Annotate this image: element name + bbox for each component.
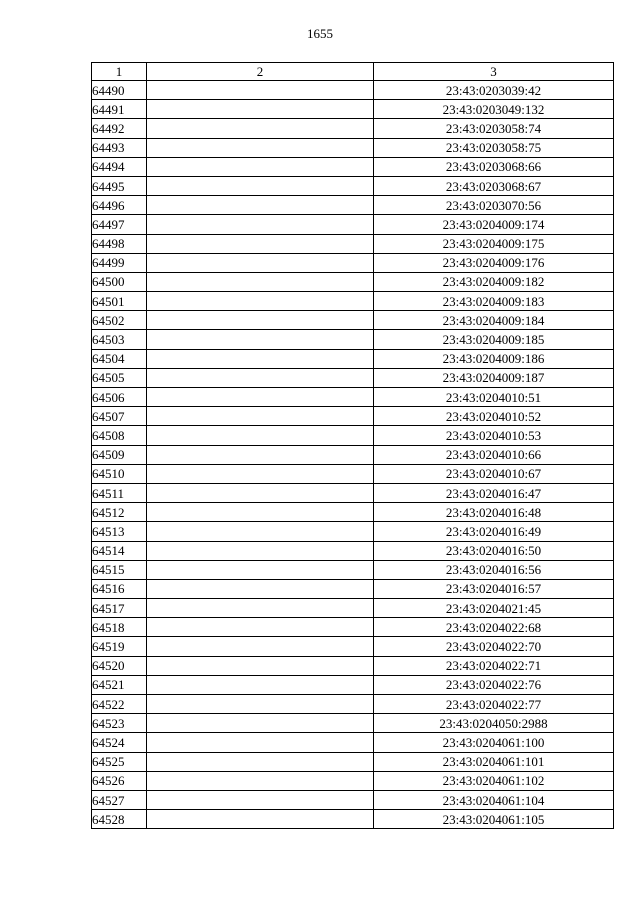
table-row bbox=[92, 541, 614, 560]
cadastral-number-cell: 23:43:0203058:74 bbox=[374, 119, 614, 138]
row-name-cell bbox=[147, 253, 374, 272]
cadastral-number-cell: 23:43:0204050:2988 bbox=[374, 714, 614, 733]
row-number-cell: 64523 bbox=[92, 714, 147, 733]
row-name-cell bbox=[147, 714, 374, 733]
row-name-cell bbox=[147, 733, 374, 752]
row-name-cell bbox=[147, 810, 374, 829]
row-name-cell bbox=[147, 215, 374, 234]
cadastral-number-cell: 23:43:0204010:51 bbox=[374, 388, 614, 407]
table-row bbox=[92, 714, 614, 733]
cadastral-number-cell: 23:43:0203068:66 bbox=[374, 157, 614, 176]
cadastral-number-cell: 23:43:0204016:47 bbox=[374, 483, 614, 502]
cadastral-number-cell: 23:43:0204009:175 bbox=[374, 234, 614, 253]
row-name-cell bbox=[147, 618, 374, 637]
row-number-cell: 64496 bbox=[92, 196, 147, 215]
cadastral-number-cell: 23:43:0203039:42 bbox=[374, 81, 614, 100]
table-row bbox=[92, 157, 614, 176]
row-name-cell bbox=[147, 81, 374, 100]
row-number-cell: 64519 bbox=[92, 637, 147, 656]
cadastral-number-cell: 23:43:0204009:186 bbox=[374, 349, 614, 368]
table-row bbox=[92, 752, 614, 771]
cadastral-number-cell: 23:43:0204009:176 bbox=[374, 253, 614, 272]
row-number-cell: 64503 bbox=[92, 330, 147, 349]
cadastral-number-cell: 23:43:0204009:187 bbox=[374, 368, 614, 387]
table-row bbox=[92, 733, 614, 752]
table-row bbox=[92, 138, 614, 157]
row-number-cell: 64524 bbox=[92, 733, 147, 752]
cadastral-number-cell: 23:43:0204016:56 bbox=[374, 560, 614, 579]
row-number-cell: 64528 bbox=[92, 810, 147, 829]
row-name-cell bbox=[147, 637, 374, 656]
table-row bbox=[92, 407, 614, 426]
row-name-cell bbox=[147, 771, 374, 790]
cadastral-number-cell: 23:43:0204022:71 bbox=[374, 656, 614, 675]
row-number-cell: 64500 bbox=[92, 272, 147, 291]
cadastral-number-cell: 23:43:0204010:66 bbox=[374, 445, 614, 464]
row-number-cell: 64513 bbox=[92, 522, 147, 541]
row-number-cell: 64504 bbox=[92, 349, 147, 368]
cadastral-number-cell: 23:43:0204022:68 bbox=[374, 618, 614, 637]
row-name-cell bbox=[147, 272, 374, 291]
row-number-cell: 64521 bbox=[92, 675, 147, 694]
table-row bbox=[92, 810, 614, 829]
table-row bbox=[92, 695, 614, 714]
table-row bbox=[92, 656, 614, 675]
row-number-cell: 64509 bbox=[92, 445, 147, 464]
table-row bbox=[92, 292, 614, 311]
row-number-cell: 64514 bbox=[92, 541, 147, 560]
cadastral-number-cell: 23:43:0203049:132 bbox=[374, 100, 614, 119]
cadastral-number-cell: 23:43:0204021:45 bbox=[374, 599, 614, 618]
row-number-cell: 64526 bbox=[92, 771, 147, 790]
table-row bbox=[92, 349, 614, 368]
table-row bbox=[92, 100, 614, 119]
row-name-cell bbox=[147, 445, 374, 464]
table-row bbox=[92, 196, 614, 215]
row-number-cell: 64506 bbox=[92, 388, 147, 407]
table-row bbox=[92, 311, 614, 330]
cadastral-number-cell: 23:43:0204061:104 bbox=[374, 790, 614, 809]
cadastral-number-cell: 23:43:0204009:174 bbox=[374, 215, 614, 234]
cadastral-number-cell: 23:43:0203070:56 bbox=[374, 196, 614, 215]
table-row bbox=[92, 388, 614, 407]
table-header-row bbox=[92, 63, 614, 81]
row-name-cell bbox=[147, 426, 374, 445]
row-name-cell bbox=[147, 560, 374, 579]
table-row bbox=[92, 445, 614, 464]
cadastral-number-cell: 23:43:0204009:184 bbox=[374, 311, 614, 330]
row-name-cell bbox=[147, 790, 374, 809]
row-name-cell bbox=[147, 100, 374, 119]
cadastral-number-cell: 23:43:0204016:50 bbox=[374, 541, 614, 560]
row-name-cell bbox=[147, 541, 374, 560]
row-name-cell bbox=[147, 752, 374, 771]
row-number-cell: 64512 bbox=[92, 503, 147, 522]
row-name-cell bbox=[147, 330, 374, 349]
row-number-cell: 64497 bbox=[92, 215, 147, 234]
table-row bbox=[92, 81, 614, 100]
table-row bbox=[92, 675, 614, 694]
cadastral-number-cell: 23:43:0204009:182 bbox=[374, 272, 614, 291]
table-row bbox=[92, 330, 614, 349]
row-number-cell: 64493 bbox=[92, 138, 147, 157]
row-number-cell: 64501 bbox=[92, 292, 147, 311]
table-row bbox=[92, 503, 614, 522]
row-name-cell bbox=[147, 196, 374, 215]
cadastral-number-cell: 23:43:0204016:48 bbox=[374, 503, 614, 522]
table-row bbox=[92, 771, 614, 790]
table-row bbox=[92, 464, 614, 483]
row-name-cell bbox=[147, 579, 374, 598]
cadastral-number-cell: 23:43:0204061:100 bbox=[374, 733, 614, 752]
row-name-cell bbox=[147, 599, 374, 618]
row-name-cell bbox=[147, 522, 374, 541]
row-number-cell: 64527 bbox=[92, 790, 147, 809]
table-row bbox=[92, 272, 614, 291]
row-number-cell: 64495 bbox=[92, 176, 147, 195]
page-number: 1655 bbox=[307, 26, 333, 41]
row-number-cell: 64516 bbox=[92, 579, 147, 598]
table-body bbox=[92, 81, 614, 829]
cadastral-number-cell: 23:43:0204016:57 bbox=[374, 579, 614, 598]
table-row bbox=[92, 790, 614, 809]
row-name-cell bbox=[147, 311, 374, 330]
row-name-cell bbox=[147, 483, 374, 502]
row-name-cell bbox=[147, 234, 374, 253]
row-number-cell: 64522 bbox=[92, 695, 147, 714]
table-row bbox=[92, 426, 614, 445]
row-number-cell: 64505 bbox=[92, 368, 147, 387]
table-row bbox=[92, 234, 614, 253]
cadastral-number-cell: 23:43:0204009:185 bbox=[374, 330, 614, 349]
row-name-cell bbox=[147, 675, 374, 694]
row-name-cell bbox=[147, 157, 374, 176]
row-number-cell: 64520 bbox=[92, 656, 147, 675]
cadastral-number-cell: 23:43:0204010:53 bbox=[374, 426, 614, 445]
row-name-cell bbox=[147, 349, 374, 368]
cadastral-number-cell: 23:43:0204022:77 bbox=[374, 695, 614, 714]
cadastral-number-cell: 23:43:0204010:52 bbox=[374, 407, 614, 426]
cadastral-number-cell: 23:43:0204061:102 bbox=[374, 771, 614, 790]
row-number-cell: 64494 bbox=[92, 157, 147, 176]
table-row bbox=[92, 119, 614, 138]
table-row bbox=[92, 176, 614, 195]
cadastral-number-cell: 23:43:0204016:49 bbox=[374, 522, 614, 541]
table-row bbox=[92, 522, 614, 541]
cadastral-number-cell: 23:43:0204010:67 bbox=[374, 464, 614, 483]
row-name-cell bbox=[147, 503, 374, 522]
row-name-cell bbox=[147, 656, 374, 675]
cadastral-number-cell: 23:43:0204022:76 bbox=[374, 675, 614, 694]
cadastral-number-cell: 23:43:0204009:183 bbox=[374, 292, 614, 311]
row-number-cell: 64507 bbox=[92, 407, 147, 426]
column-header-1: 1 bbox=[92, 63, 147, 81]
row-number-cell: 64510 bbox=[92, 464, 147, 483]
row-number-cell: 64498 bbox=[92, 234, 147, 253]
table-row bbox=[92, 599, 614, 618]
row-name-cell bbox=[147, 695, 374, 714]
row-number-cell: 64517 bbox=[92, 599, 147, 618]
table-row bbox=[92, 579, 614, 598]
row-name-cell bbox=[147, 407, 374, 426]
row-number-cell: 64518 bbox=[92, 618, 147, 637]
table-row bbox=[92, 618, 614, 637]
row-number-cell: 64525 bbox=[92, 752, 147, 771]
row-number-cell: 64515 bbox=[92, 560, 147, 579]
row-name-cell bbox=[147, 176, 374, 195]
row-name-cell bbox=[147, 119, 374, 138]
column-header-2: 2 bbox=[147, 63, 374, 81]
row-number-cell: 64502 bbox=[92, 311, 147, 330]
row-name-cell bbox=[147, 368, 374, 387]
row-name-cell bbox=[147, 388, 374, 407]
row-number-cell: 64490 bbox=[92, 81, 147, 100]
row-number-cell: 64511 bbox=[92, 483, 147, 502]
row-name-cell bbox=[147, 138, 374, 157]
cadastral-number-cell: 23:43:0203058:75 bbox=[374, 138, 614, 157]
row-number-cell: 64508 bbox=[92, 426, 147, 445]
cadastral-number-cell: 23:43:0203068:67 bbox=[374, 176, 614, 195]
cadastral-number-cell: 23:43:0204022:70 bbox=[374, 637, 614, 656]
cadastral-number-cell: 23:43:0204061:101 bbox=[374, 752, 614, 771]
row-name-cell bbox=[147, 464, 374, 483]
cadastral-number-cell: 23:43:0204061:105 bbox=[374, 810, 614, 829]
table-row bbox=[92, 637, 614, 656]
table-row bbox=[92, 560, 614, 579]
column-header-3: 3 bbox=[374, 63, 614, 81]
row-number-cell: 64499 bbox=[92, 253, 147, 272]
row-name-cell bbox=[147, 292, 374, 311]
registry-table bbox=[91, 62, 614, 829]
table-row bbox=[92, 215, 614, 234]
table-row bbox=[92, 368, 614, 387]
row-number-cell: 64491 bbox=[92, 100, 147, 119]
table-row bbox=[92, 483, 614, 502]
table-row bbox=[92, 253, 614, 272]
row-number-cell: 64492 bbox=[92, 119, 147, 138]
